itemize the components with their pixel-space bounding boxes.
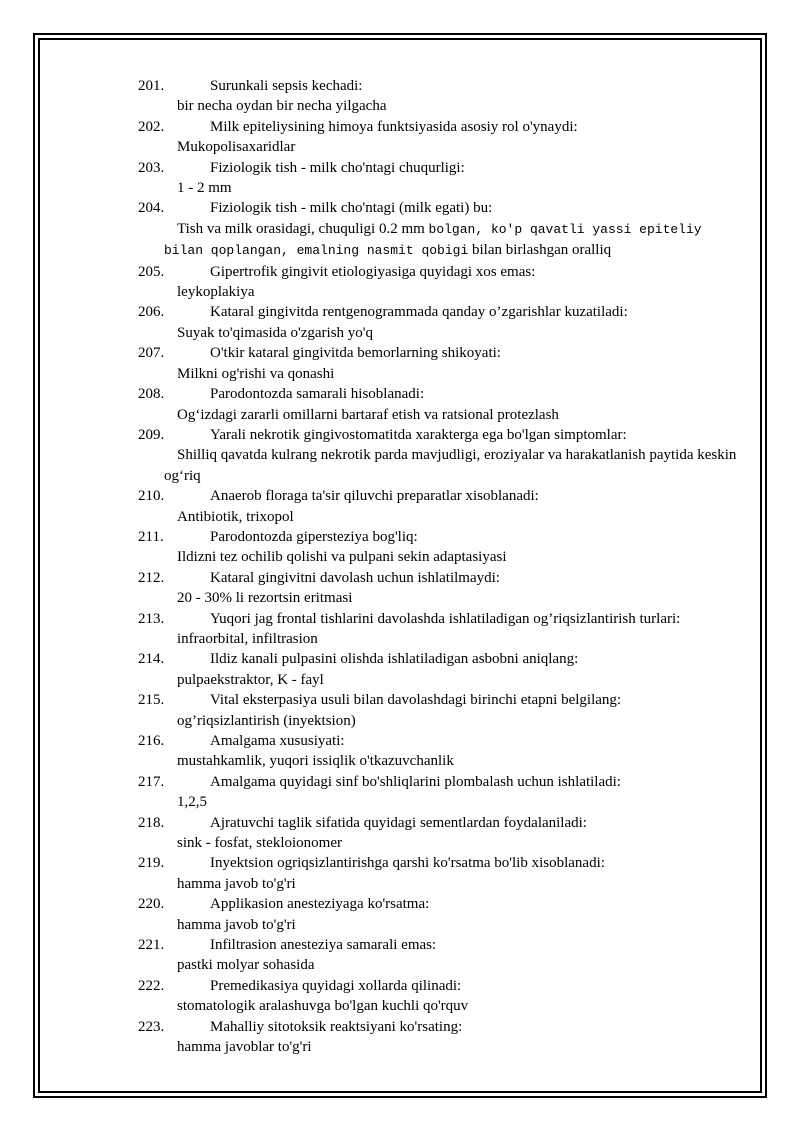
answer-text: stomatologik aralashuvga bo'lgan kuchli qo'rquv <box>177 998 469 1015</box>
question-number: 214. <box>138 651 165 668</box>
question-text: Parodontozda samarali hisoblanadi: <box>210 386 425 403</box>
question-number: 201. <box>138 78 165 94</box>
question-text: Parodontozda gipersteziya bog'liq: <box>210 528 418 545</box>
question-item <box>138 894 738 935</box>
question-number: 211. <box>138 528 164 545</box>
question-text: Infiltrasion anesteziya samarali emas: <box>210 937 437 954</box>
answer-text: 20 - 30% li rezortsin eritmasi <box>177 590 353 607</box>
answer-bullet-icon <box>164 915 177 935</box>
question-text: Premedikasiya quyidagi xollarda qilinadi: <box>210 977 462 994</box>
answer-text: hamma javob to'g'ri <box>177 916 296 933</box>
answer-text: bir necha oydan bir necha yilgacha <box>177 98 387 115</box>
answer-bullet-icon <box>164 588 177 608</box>
question-text: Kataral gingivitni davolash uchun ishlatilmaydi: <box>210 569 500 586</box>
answer-text: Suyak to'qimasida o'zgarish yo'q <box>177 324 373 341</box>
answer-bullet-icon <box>164 178 177 198</box>
question-number: 222. <box>138 977 165 994</box>
question-item <box>138 158 738 199</box>
answer-text: bilan birlashgan oralliq <box>468 242 612 259</box>
answer-text: Ildizni tez ochilib qolishi va pulpani sekin adaptasiyasi <box>177 549 507 566</box>
answer-bullet-icon <box>164 547 177 567</box>
question-item <box>138 568 738 609</box>
answer-bullet-icon <box>164 507 177 527</box>
question-item <box>138 425 738 486</box>
question-number: 216. <box>138 733 165 749</box>
question-text: Mahalliy sitotoksik reaktsiyani ko'rsating: <box>210 1018 463 1035</box>
question-item <box>138 384 738 425</box>
question-item <box>138 76 738 117</box>
answer-bullet-icon <box>164 1037 177 1057</box>
answer-bullet-icon <box>164 364 177 384</box>
question-number: 202. <box>138 118 165 135</box>
answer-bullet-icon <box>164 751 177 771</box>
question-number: 223. <box>138 1018 165 1035</box>
answer-text: hamma javoblar to'g'ri <box>177 1039 312 1056</box>
question-text: Amalgama quyidagi sinf bo'shliqlarini plombalash uchun ishlatiladi: <box>210 773 621 790</box>
answer-text: mustahkamlik, yuqori issiqlik o'tkazuvchanlik <box>177 753 454 770</box>
question-item <box>138 527 738 568</box>
answer-text-mono: bolgan, ko'p qavatli yassi epiteliy <box>428 221 702 237</box>
answer-text: Shilliq qavatda kulrang nekrotik parda mavjudligi, eroziyalar va harakatlanish paytida keskin og‘riq <box>164 447 737 484</box>
question-item <box>138 198 738 261</box>
question-text: Ildiz kanali pulpasini olishda ishlatiladigan asbobni aniqlang: <box>210 651 579 668</box>
question-item <box>138 853 738 894</box>
answer-bullet-icon <box>164 833 177 853</box>
answer-text: pulpaekstraktor, K - fayl <box>177 671 324 688</box>
question-number: 205. <box>138 263 165 280</box>
answer-bullet-icon <box>164 282 177 302</box>
answer-bullet-icon <box>164 629 177 649</box>
question-text: Vital eksterpasiya usuli bilan davolashdagi birinchi etapni belgilang: <box>210 692 622 709</box>
question-item <box>138 609 738 650</box>
answer-bullet-icon <box>164 405 177 425</box>
answer-text: infraorbital, infiltrasion <box>177 630 318 647</box>
question-text: Yarali nekrotik gingivostomatitda xarakterga ega bo'lgan simptomlar: <box>210 426 627 443</box>
question-number: 219. <box>138 855 165 872</box>
question-item <box>138 343 738 384</box>
question-number: 215. <box>138 692 165 709</box>
answer-text-mono: bilan qoplangan, emalning nasmit qobigi <box>164 243 469 259</box>
question-number: 221. <box>138 937 165 954</box>
answer-text: pastki molyar sohasida <box>177 957 315 974</box>
question-item <box>138 690 738 731</box>
question-item <box>138 262 738 303</box>
question-number: 218. <box>138 814 165 831</box>
question-number: 206. <box>138 304 165 321</box>
question-item <box>138 976 738 1017</box>
question-number: 217. <box>138 773 165 790</box>
question-text: Inyektsion ogriqsizlantirishga qarshi ko'rsatma bo'lib xisoblanadi: <box>210 855 605 872</box>
answer-bullet-icon <box>164 996 177 1016</box>
answer-text: Milkni og'rishi va qonashi <box>177 365 335 382</box>
question-item <box>138 731 738 772</box>
question-text: Yuqori jag frontal tishlarini davolashda ishlatiladigan og’riqsizlantirish turlari: <box>210 610 681 627</box>
question-text: Fiziologik tish - milk cho'ntagi chuqurligi: <box>210 159 465 176</box>
answer-bullet-icon <box>164 792 177 812</box>
answer-text: Tish va milk orasidagi, chuquligi 0.2 mm <box>177 220 429 237</box>
question-item <box>138 649 738 690</box>
answer-bullet-icon <box>164 874 177 894</box>
question-number: 208. <box>138 386 165 403</box>
answer-bullet-icon <box>164 445 177 465</box>
question-number: 210. <box>138 488 165 505</box>
answer-text: sink - fosfat, stekloionomer <box>177 835 342 852</box>
question-list <box>138 76 738 1058</box>
question-text: Gipertrofik gingivit etiologiyasiga quyidagi xos emas: <box>210 263 536 280</box>
answer-bullet-icon <box>164 711 177 731</box>
question-text: Surunkali sepsis kechadi: <box>210 78 363 94</box>
answer-text: 1,2,5 <box>177 794 207 811</box>
answer-bullet-icon <box>164 96 177 116</box>
answer-text: Antibiotik, trixopol <box>177 508 294 525</box>
question-text: Amalgama xususiyati: <box>210 733 345 749</box>
answer-text: hamma javob to'g'ri <box>177 875 296 892</box>
question-item <box>138 1017 738 1058</box>
answer-bullet-icon <box>164 323 177 343</box>
question-number: 203. <box>138 159 165 176</box>
question-item <box>138 486 738 527</box>
question-text: Milk epiteliysining himoya funktsiyasida asosiy rol o'ynaydi: <box>210 118 578 135</box>
question-text: Kataral gingivitda rentgenogrammada qanday o’zgarishlar kuzatiladi: <box>210 304 628 321</box>
question-number: 207. <box>138 345 165 362</box>
answer-bullet-icon <box>164 955 177 975</box>
question-text: Anaerob floraga ta'sir qiluvchi preparatlar xisoblanadi: <box>210 488 539 505</box>
question-number: 204. <box>138 200 165 217</box>
answer-text: Mukopolisaxaridlar <box>177 139 296 156</box>
question-text: Applikasion anesteziyaga ko'rsatma: <box>210 896 430 913</box>
question-item <box>138 935 738 976</box>
answer-bullet-icon <box>164 137 177 157</box>
question-text: Fiziologik tish - milk cho'ntagi (milk egati) bu: <box>210 200 493 217</box>
question-number: 213. <box>138 610 165 627</box>
question-text: Ajratuvchi taglik sifatida quyidagi sementlardan foydalaniladi: <box>210 814 587 831</box>
question-number: 220. <box>138 896 165 913</box>
question-item <box>138 302 738 343</box>
answer-text: og’riqsizlantirish (inyektsion) <box>177 712 356 729</box>
question-item <box>138 813 738 854</box>
answer-text: Og‘izdagi zararli omillarni bartaraf etish va ratsional protezlash <box>177 406 559 423</box>
question-number: 212. <box>138 569 165 586</box>
answer-text: leykoplakiya <box>177 284 255 301</box>
question-number: 209. <box>138 426 165 443</box>
question-text: O'tkir kataral gingivitda bemorlarning shikoyati: <box>210 345 501 362</box>
question-item <box>138 772 738 813</box>
answer-bullet-icon <box>164 670 177 690</box>
answer-bullet-icon <box>164 219 177 239</box>
answer-text: 1 - 2 mm <box>177 180 232 197</box>
question-item <box>138 117 738 158</box>
